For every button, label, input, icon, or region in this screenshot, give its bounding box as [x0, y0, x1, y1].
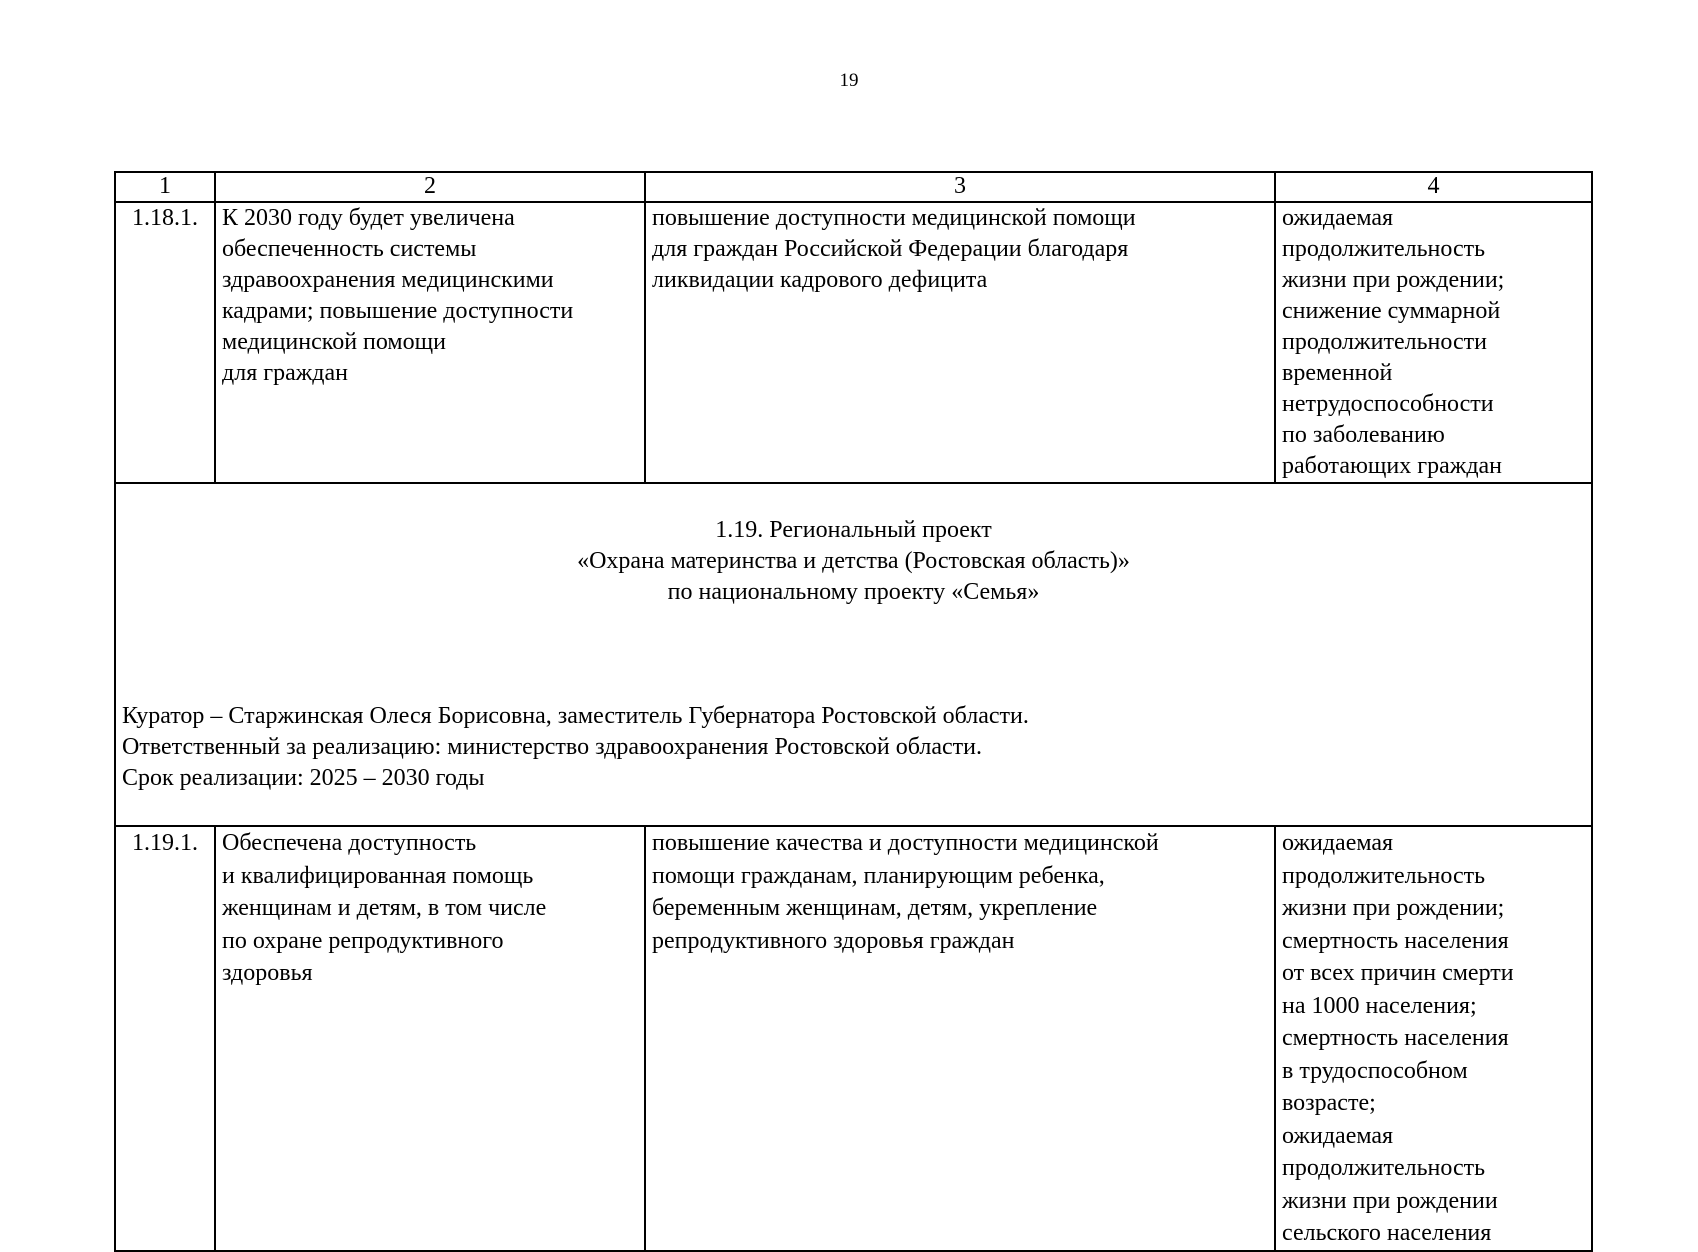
column-header: 4	[1275, 172, 1592, 202]
column-header: 3	[645, 172, 1275, 202]
row-effect-cell: повышение качества и доступности медицинской помощи гражданам, планирующим ребенка, беременным женщинам, детям, укрепление репродуктивного здоровья граждан	[645, 826, 1275, 1251]
section-title: 1.19. Региональный проект «Охрана материнства и детства (Ростовская область)» по национальному проекту «Семья»	[577, 517, 1130, 605]
table-header-row	[115, 172, 1592, 202]
table-row	[115, 202, 1592, 483]
row-result-cell: Обеспечена доступность и квалифицированная помощь женщинам и детям, в том числе по охране репродуктивного здоровья	[215, 826, 645, 1251]
column-header: 1	[115, 172, 215, 202]
row-indicator-cell: ожидаемая продолжительность жизни при рождении; смертность населения от всех причин смерти на 1000 населения; смертность населения в трудоспособном возрасте; ожидаемая продолжительность жизни при рождении сельского населения	[1275, 826, 1592, 1251]
table-row	[115, 826, 1592, 1251]
section-meta: Куратор – Старжинская Олеся Борисовна, заместитель Губернатора Ростовской области. Ответственный за реализацию: министерство здравоохранения Ростовской области. Срок реализации: 2025 – 2030 годы	[122, 703, 1029, 791]
section-row	[115, 483, 1592, 826]
section-spacer	[122, 639, 1585, 670]
projects-table	[114, 171, 1593, 1252]
row-number: 1.18.1.	[115, 202, 215, 483]
row-effect-cell: повышение доступности медицинской помощи для граждан Российской Федерации благодаря ликвидации кадрового дефицита	[645, 202, 1275, 483]
column-header: 2	[215, 172, 645, 202]
row-result-cell: К 2030 году будет увеличена обеспеченность системы здравоохранения медицинскими кадрами; повышение доступности медицинской помощи для граждан	[215, 202, 645, 483]
section-cell	[115, 483, 1592, 826]
page-number: 19	[839, 70, 859, 91]
row-number: 1.19.1.	[115, 826, 215, 1251]
row-indicator-cell: ожидаемая продолжительность жизни при рождении; снижение суммарной продолжительности временной нетрудоспособности по заболеванию работающих граждан	[1275, 202, 1592, 483]
